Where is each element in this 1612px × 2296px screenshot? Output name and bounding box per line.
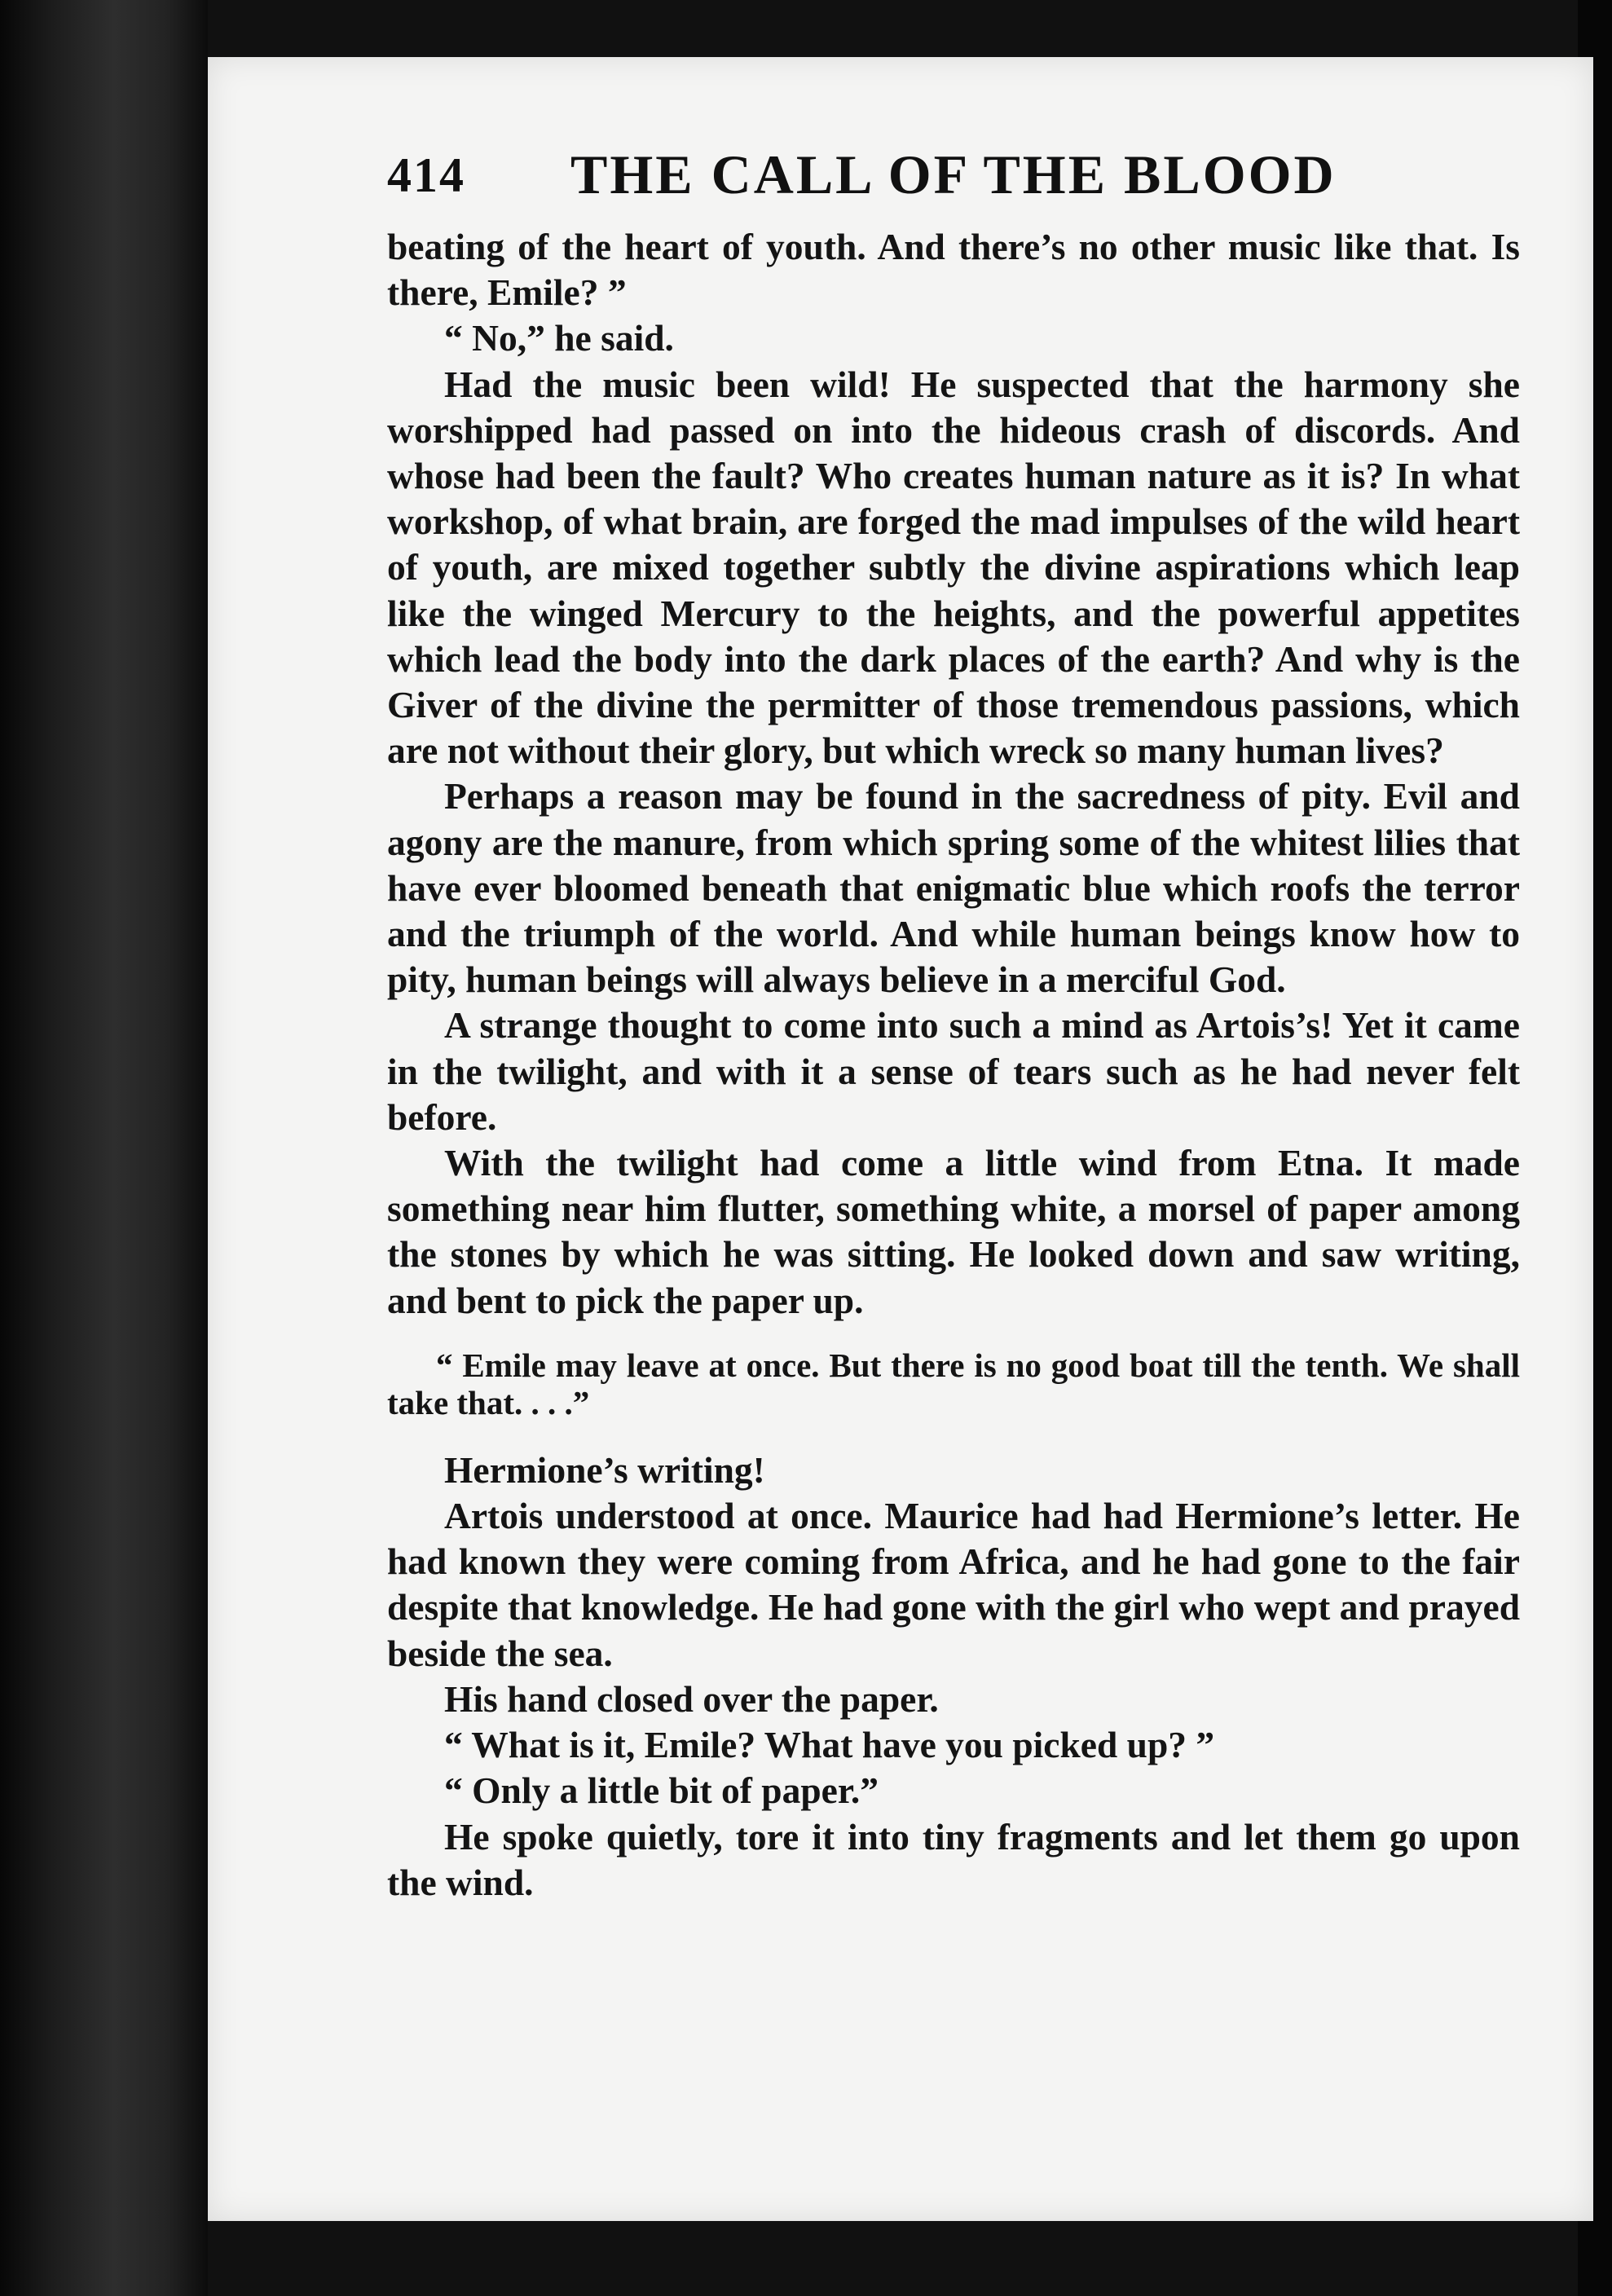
paragraph: Artois understood at once. Maurice had had Hermione’s letter. He had known they were coming from Africa, and he had gone to the fair despite that knowledge. He had gone with the girl who wept and prayed beside the sea. xyxy=(387,1495,1520,1674)
paragraph-dialogue: “ What is it, Emile? What have you picked up? ” xyxy=(444,1724,1215,1766)
page-header xyxy=(387,143,1520,216)
paragraph: He spoke quietly, tore it into tiny fragments and let them go upon the wind. xyxy=(387,1815,1520,1903)
paragraph-dialogue: “ No,” he said. xyxy=(444,317,674,359)
body-text xyxy=(387,224,1520,1906)
paragraph: With the twilight had come a little wind from Etna. It made something near him flutter, something white, a morsel of paper among the stones by which he was sitting. He looked down and saw writing, and bent to pick the paper up. xyxy=(387,1142,1520,1321)
paragraph: A strange thought to come into such a mind as Artois’s! Yet it came in the twilight, and with it a sense of tears such as he had never felt before. xyxy=(387,1004,1520,1138)
running-title: THE CALL OF THE BLOOD xyxy=(570,143,1337,205)
book-page xyxy=(208,57,1593,2221)
paragraph: Hermione’s writing! xyxy=(444,1448,765,1491)
paragraph-continuation: beating of the heart of youth. And there’s no other music like that. Is there, Emile? ” xyxy=(387,226,1520,314)
paragraph: His hand closed over the paper. xyxy=(444,1677,939,1720)
paragraph: Had the music been wild! He suspected that the harmony she worshipped had passed on into the hideous crash of discords. And whose had been the fault? Who creates human nature as it is? In what workshop, of what brain, are forged the mad impulses of the wild heart of youth, are mixed together subtly the divine aspirations which leap like the winged Mercury to the heights, and the powerful appetites which lead the body into the dark places of the earth? And why is the Giver of the divine the permitter of those tremendous passions, which are not without their glory, but which wreck so many human lives? xyxy=(387,363,1520,772)
scan-left-margin xyxy=(0,0,208,2296)
page-number: 414 xyxy=(387,148,465,202)
paragraph: Perhaps a reason may be found in the sacredness of pity. Evil and agony are the manure, from which spring some of the whitest lilies that have ever bloomed beneath that enigmatic blue which roofs the terror and the triumph of the world. And while human beings know how to pity, human beings will always believe in a merciful God. xyxy=(387,775,1520,1001)
letter-excerpt: “ Emile may leave at once. But there is no good boat till the tenth. We shall take that. . . .” xyxy=(387,1346,1520,1421)
paragraph-dialogue: “ Only a little bit of paper.” xyxy=(444,1769,879,1812)
